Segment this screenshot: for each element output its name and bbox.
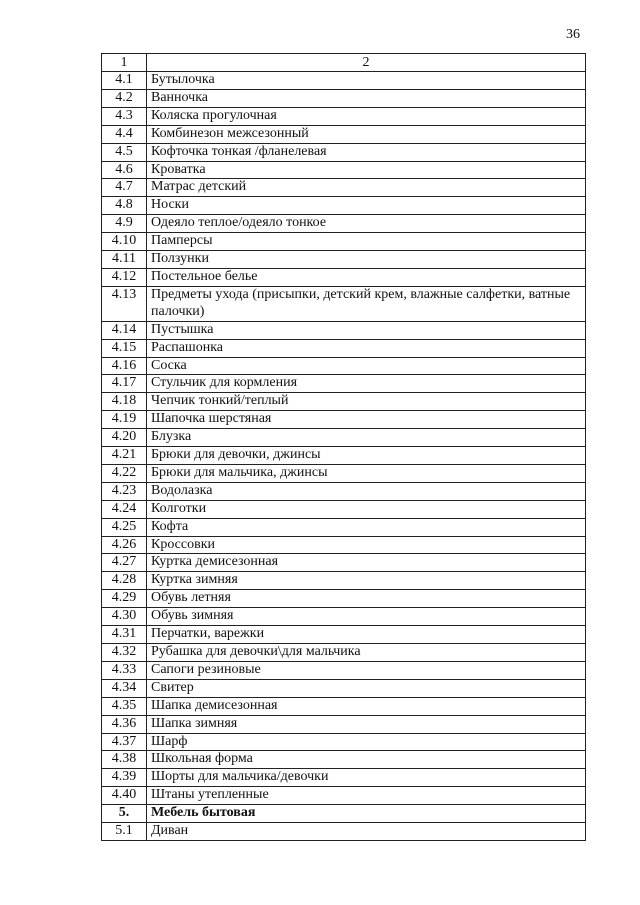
table-row [102,626,586,644]
row-name: Бутылочка [147,72,586,90]
row-number: 4.23 [102,482,147,500]
table-row [102,143,586,161]
row-number: 5. [102,805,147,823]
table-row [102,72,586,90]
row-number: 4.9 [102,215,147,233]
row-number: 4.29 [102,590,147,608]
table-row [102,89,586,107]
row-name: Блузка [147,429,586,447]
row-number: 4.39 [102,769,147,787]
row-number: 4.15 [102,339,147,357]
row-name: Куртка зимняя [147,572,586,590]
row-name: Комбинезон межсезонный [147,125,586,143]
row-name: Постельное белье [147,268,586,286]
row-name: Мебель бытовая [147,805,586,823]
row-name: Перчатки, варежки [147,626,586,644]
row-name: Кофточка тонкая /фланелевая [147,143,586,161]
table-row [102,536,586,554]
table-row [102,679,586,697]
row-name: Брюки для девочки, джинсы [147,447,586,465]
row-name: Ползунки [147,251,586,269]
row-name: Предметы ухода (присыпки, детский крем, влажные салфетки, ватные палочки) [147,286,586,321]
row-number: 4.34 [102,679,147,697]
table-row [102,251,586,269]
table-row [102,233,586,251]
row-number: 4.5 [102,143,147,161]
row-name: Распашонка [147,339,586,357]
items-table [101,53,586,841]
row-name: Соска [147,357,586,375]
table-row [102,697,586,715]
table-row [102,375,586,393]
table-row [102,554,586,572]
table-row [102,590,586,608]
row-number: 4.16 [102,357,147,375]
row-number: 4.4 [102,125,147,143]
row-name: Колготки [147,500,586,518]
row-name: Ванночка [147,89,586,107]
row-number: 4.8 [102,197,147,215]
table-row [102,572,586,590]
row-name: Школьная форма [147,751,586,769]
table-row [102,179,586,197]
table-header [102,54,586,72]
table-row [102,197,586,215]
table-row [102,715,586,733]
table-row [102,429,586,447]
row-name: Кроссовки [147,536,586,554]
row-name: Памперсы [147,233,586,251]
row-name: Куртка демисезонная [147,554,586,572]
row-number: 4.38 [102,751,147,769]
table-row [102,321,586,339]
row-name: Брюки для мальчика, джинсы [147,464,586,482]
row-number: 4.18 [102,393,147,411]
row-number: 4.10 [102,233,147,251]
row-number: 4.26 [102,536,147,554]
row-number: 4.1 [102,72,147,90]
table-row [102,787,586,805]
row-number: 4.3 [102,107,147,125]
table-row [102,161,586,179]
table-row [102,447,586,465]
row-number: 4.11 [102,251,147,269]
row-number: 4.24 [102,500,147,518]
row-name: Рубашка для девочки\для мальчика [147,644,586,662]
table-row [102,393,586,411]
row-number: 4.19 [102,411,147,429]
table-row [102,357,586,375]
row-number: 4.22 [102,464,147,482]
row-name: Чепчик тонкий/теплый [147,393,586,411]
row-name: Штаны утепленные [147,787,586,805]
table-row [102,733,586,751]
table-row [102,107,586,125]
row-name: Сапоги резиновые [147,661,586,679]
row-name: Стульчик для кормления [147,375,586,393]
table-row [102,125,586,143]
row-number: 4.12 [102,268,147,286]
row-number: 4.14 [102,321,147,339]
row-name: Одеяло теплое/одеяло тонкое [147,215,586,233]
table-row [102,518,586,536]
table-row [102,268,586,286]
table-row [102,661,586,679]
row-number: 4.37 [102,733,147,751]
table-row [102,339,586,357]
row-name: Диван [147,823,586,841]
table-row [102,500,586,518]
row-number: 4.27 [102,554,147,572]
row-number: 4.31 [102,626,147,644]
row-name: Свитер [147,679,586,697]
row-number: 4.2 [102,89,147,107]
row-name: Шапка зимняя [147,715,586,733]
table-row [102,215,586,233]
row-number: 4.25 [102,518,147,536]
header-row [102,54,586,72]
row-name: Кроватка [147,161,586,179]
row-name: Носки [147,197,586,215]
row-name: Обувь летняя [147,590,586,608]
table-row [102,823,586,841]
row-number: 4.21 [102,447,147,465]
table-row [102,751,586,769]
table-row [102,411,586,429]
row-name: Шапка демисезонная [147,697,586,715]
row-number: 4.7 [102,179,147,197]
row-number: 4.36 [102,715,147,733]
row-number: 4.6 [102,161,147,179]
row-number: 4.17 [102,375,147,393]
table-row [102,608,586,626]
table-row [102,482,586,500]
row-name: Пустышка [147,321,586,339]
row-number: 4.35 [102,697,147,715]
row-number: 5.1 [102,823,147,841]
table-section-row [102,805,586,823]
table-row [102,769,586,787]
table-body [102,72,586,841]
row-number: 4.28 [102,572,147,590]
row-name: Шарф [147,733,586,751]
row-name: Матрас детский [147,179,586,197]
table-row [102,286,586,321]
row-name: Шорты для мальчика/девочки [147,769,586,787]
table-row [102,464,586,482]
column-header-name: 2 [147,54,586,72]
row-number: 4.40 [102,787,147,805]
row-number: 4.30 [102,608,147,626]
row-number: 4.13 [102,286,147,321]
row-number: 4.20 [102,429,147,447]
row-number: 4.32 [102,644,147,662]
column-header-number: 1 [102,54,147,72]
row-number: 4.33 [102,661,147,679]
row-name: Кофта [147,518,586,536]
row-name: Водолазка [147,482,586,500]
table-row [102,644,586,662]
row-name: Обувь зимняя [147,608,586,626]
page-number: 36 [566,27,580,42]
row-name: Шапочка шерстяная [147,411,586,429]
row-name: Коляска прогулочная [147,107,586,125]
